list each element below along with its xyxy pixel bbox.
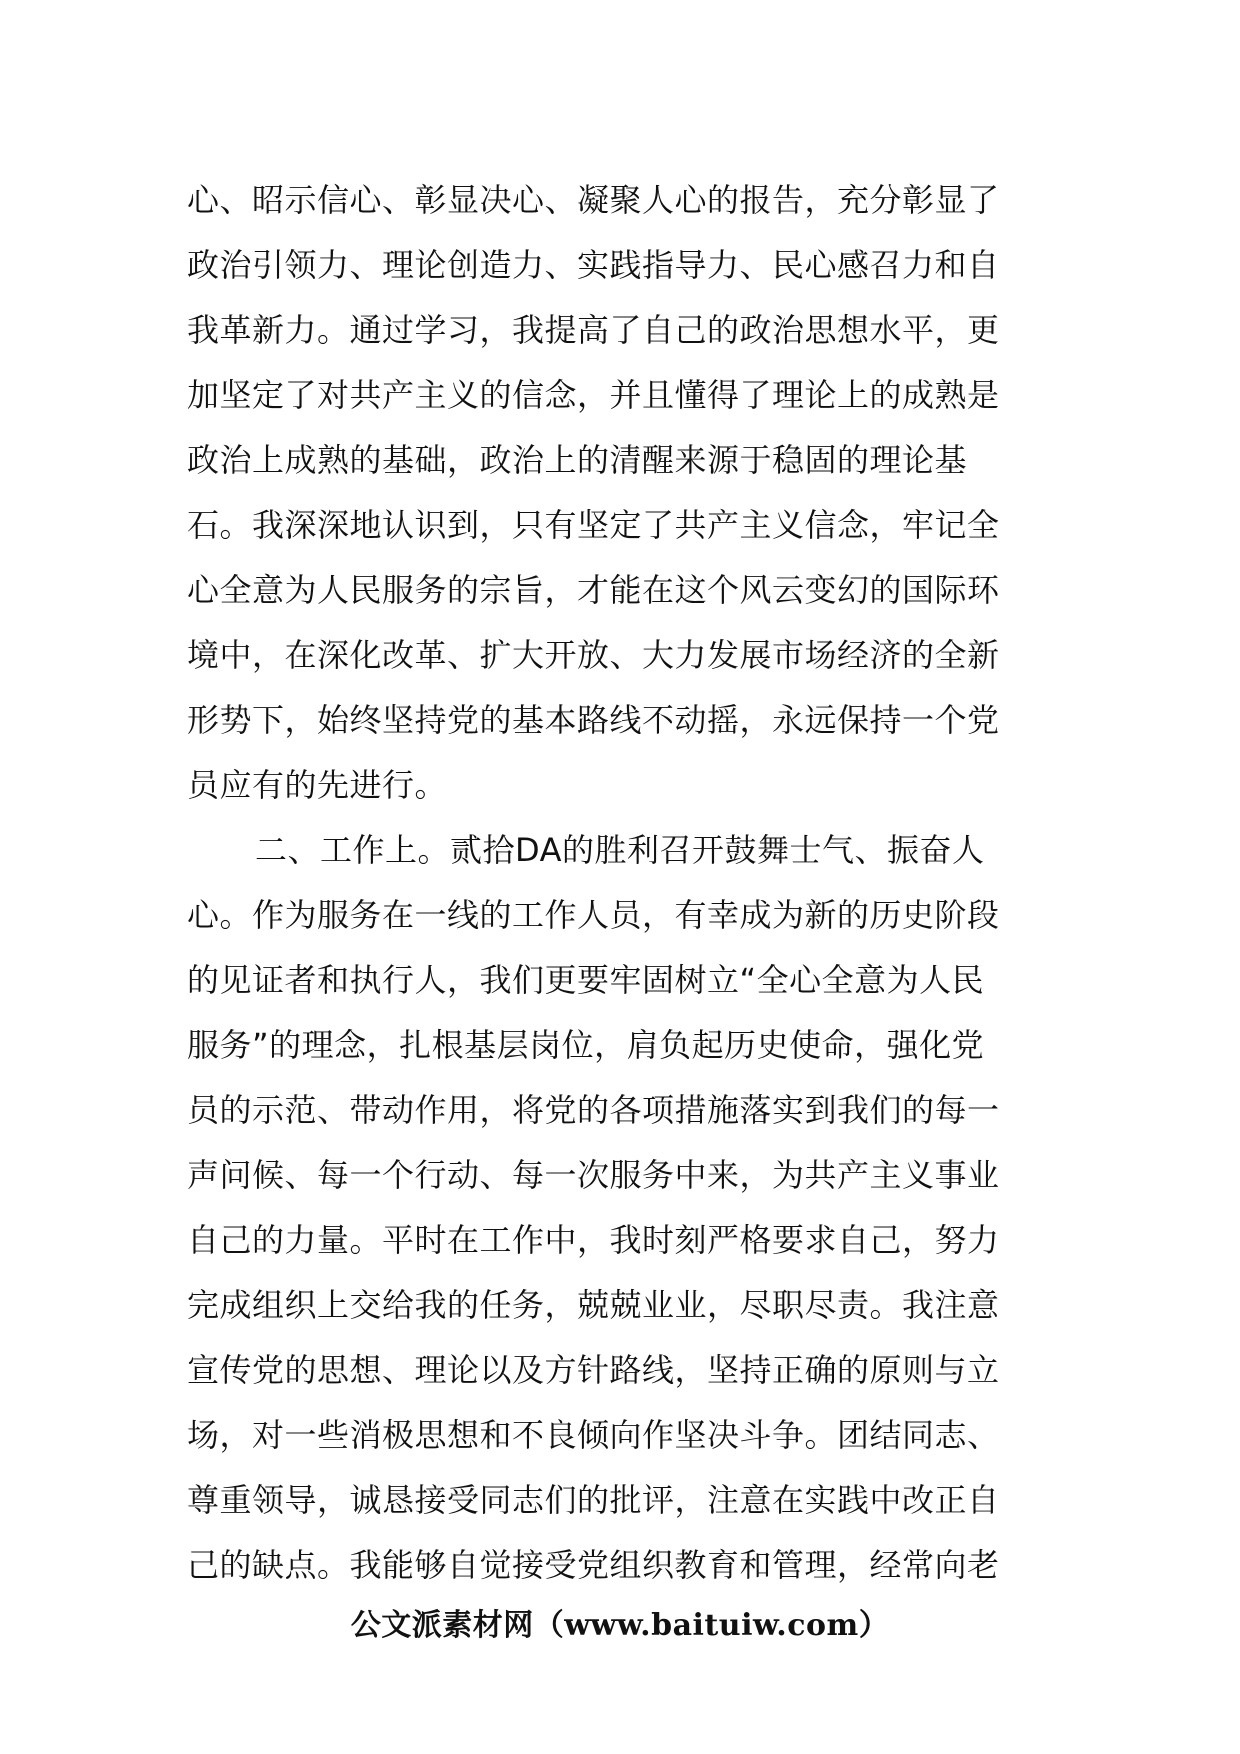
body-text (187, 168, 1057, 1598)
text-line: 员应有的先进行。 (187, 766, 448, 804)
text-line: 政治引领力、理论创造力、实践指导力、民心感召力和自 (187, 246, 1000, 284)
text-line: 政治上成熟的基础，政治上的清醒来源于稳固的理论基 (187, 441, 968, 479)
text-line: 加坚定了对共产主义的信念，并且懂得了理论上的成熟是 (187, 376, 1000, 414)
text-line: 心。作为服务在一线的工作人员，有幸成为新的历史阶段 (187, 896, 1000, 934)
text-line: 心全意为人民服务的宗旨，才能在这个风云变幻的国际环 (187, 571, 1000, 609)
text-line: 自己的力量。平时在工作中，我时刻严格要求自己，努力 (187, 1221, 1000, 1259)
paragraph-start-line: 二、工作上。贰拾DA的胜利召开鼓舞士气、振奋人 (255, 831, 985, 869)
text-line: 我革新力。通过学习，我提高了自己的政治思想水平，更 (187, 311, 1000, 349)
text-line: 心、昭示信心、彰显决心、凝聚人心的报告，充分彰显了 (187, 181, 1000, 219)
text-line: 场，对一些消极思想和不良倾向作坚决斗争。团结同志、 (187, 1416, 1000, 1454)
text-line: 尊重领导，诚恳接受同志们的批评，注意在实践中改正自 (187, 1481, 1000, 1519)
text-line: 己的缺点。我能够自觉接受党组织教育和管理，经常向老 (187, 1546, 1000, 1584)
text-line: 声问候、每一个行动、每一次服务中来，为共产主义事业 (187, 1156, 1000, 1194)
page-footer: 公文派素材网（www.baituiw.com） (350, 1608, 890, 1643)
text-line: 形势下，始终坚持党的基本路线不动摇，永远保持一个党 (187, 701, 1000, 739)
text-line: 境中，在深化改革、扩大开放、大力发展市场经济的全新 (187, 636, 1000, 674)
text-line: 的见证者和执行人，我们更要牢固树立“全心全意为人民 (187, 961, 985, 999)
text-line: 完成组织上交给我的任务，兢兢业业，尽职尽责。我注意 (187, 1286, 1000, 1324)
text-line: 员的示范、带动作用，将党的各项措施落实到我们的每一 (187, 1091, 1000, 1129)
text-line: 石。我深深地认识到，只有坚定了共产主义信念，牢记全 (187, 506, 1000, 544)
text-line: 宣传党的思想、理论以及方针路线，坚持正确的原则与立 (187, 1351, 1000, 1389)
text-line: 服务”的理念，扎根基层岗位，肩负起历史使命，强化党 (187, 1026, 985, 1064)
